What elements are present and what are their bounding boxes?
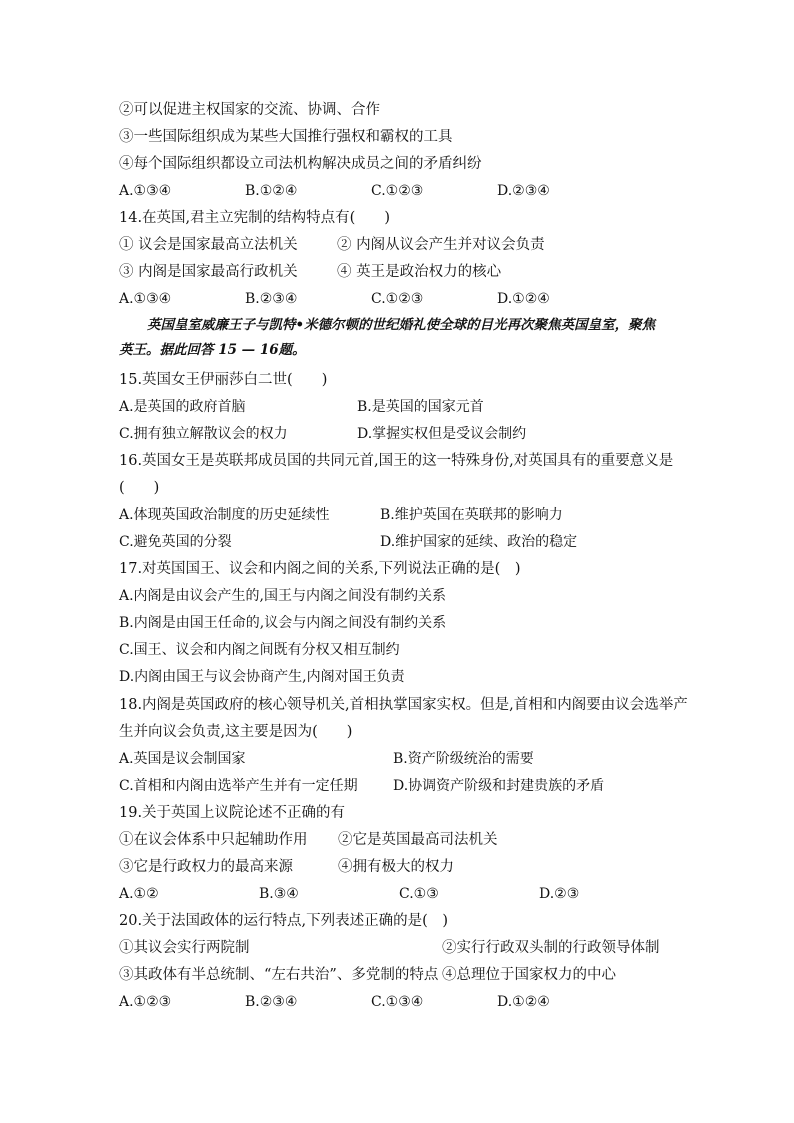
q20-statement-1: ①其议会实行两院制 <box>119 940 250 956</box>
q16-stem-continued: ( ) <box>119 480 160 496</box>
q16-option-a: A.体现英国政治制度的历史延续性 <box>119 507 330 523</box>
q13-statement-2: ②可以促进主权国家的交流、协调、合作 <box>119 102 380 118</box>
q20-statement-3: ③其政体有半总统制、“左右共治”、多党制的特点 <box>119 967 439 983</box>
q20-statement-4: ④总理位于国家权力的中心 <box>442 967 616 983</box>
q14-statement-2: ② 内阁从议会产生并对议会负责 <box>337 237 545 253</box>
q19-statement-2: ②它是英国最高司法机关 <box>338 832 498 848</box>
q15-option-a: A.是英国的政府首脑 <box>119 399 246 415</box>
q19-option-c: C.①③ <box>399 886 439 902</box>
q16-stem: 16.英国女王是英联邦成员国的共同元首,国王的这一特殊身份,对英国具有的重要意义是 <box>119 453 674 469</box>
passage-line-1: 英国皇室威廉王子与凯特•米德尔顿的世纪婚礼使全球的目光再次聚焦英国皇室，聚焦 <box>147 317 656 333</box>
q13-statement-4: ④每个国际组织都设立司法机构解决成员之间的矛盾纠纷 <box>119 156 482 172</box>
q16-option-c: C.避免英国的分裂 <box>119 534 232 550</box>
q19-option-a: A.①② <box>119 886 159 902</box>
q18-option-a: A.英国是议会制国家 <box>119 751 246 767</box>
q13-option-c: C.①②③ <box>371 183 424 199</box>
q15-option-c: C.拥有独立解散议会的权力 <box>119 426 288 442</box>
q19-statement-4: ④拥有极大的权力 <box>338 859 454 875</box>
q13-statement-3: ③一些国际组织成为某些大国推行强权和霸权的工具 <box>119 129 453 145</box>
q14-option-a: A.①③④ <box>119 291 172 307</box>
q14-stem: 14.在英国,君主立宪制的结构特点有( ) <box>119 210 390 226</box>
q17-option-c: C.国王、议会和内阁之间既有分权又相互制约 <box>119 642 400 658</box>
q16-option-b: B.维护英国在英联邦的影响力 <box>380 507 563 523</box>
q17-option-b: B.内阁是由国王任命的,议会与内阁之间没有制约关系 <box>119 615 447 631</box>
q18-option-d: D.协调资产阶级和封建贵族的矛盾 <box>393 778 605 794</box>
q13-option-d: D.②③④ <box>497 183 550 199</box>
q14-statement-1: ① 议会是国家最高立法机关 <box>119 237 298 253</box>
q17-option-d: D.内阁由国王与议会协商产生,内阁对国王负责 <box>119 669 405 685</box>
q20-statement-2: ②实行行政双头制的行政领导体制 <box>442 940 660 956</box>
q19-option-d: D.②③ <box>539 886 580 902</box>
q16-option-d: D.维护国家的延续、政治的稳定 <box>380 534 578 550</box>
q20-option-a: A.①②③ <box>119 994 172 1010</box>
q13-option-a: A.①③④ <box>119 183 172 199</box>
q14-statement-3: ③ 内阁是国家最高行政机关 <box>119 264 298 280</box>
q20-option-d: D.①②④ <box>497 994 550 1010</box>
q15-option-d: D.掌握实权但是受议会制约 <box>357 426 527 442</box>
q20-option-c: C.①③④ <box>371 994 424 1010</box>
q13-option-b: B.①②④ <box>245 183 298 199</box>
q18-stem-continued: 生并向议会负责,这主要是因为( ) <box>119 724 353 740</box>
passage-line-2: 英王。据此回答 15 — 16题。 <box>119 342 306 358</box>
q18-stem: 18.内阁是英国政府的核心领导机关,首相执掌国家实权。但是,首相和内阁要由议会选举产 <box>119 697 688 713</box>
q19-statement-1: ①在议会体系中只起辅助作用 <box>119 832 308 848</box>
q18-option-b: B.资产阶级统治的需要 <box>393 751 534 767</box>
q17-option-a: A.内阁是由议会产生的,国王与内阁之间没有制约关系 <box>119 588 447 604</box>
q19-statement-3: ③它是行政权力的最高来源 <box>119 859 293 875</box>
q17-stem: 17.对英国国王、议会和内阁之间的关系,下列说法正确的是( ) <box>119 561 521 577</box>
q18-option-c: C.首相和内阁由选举产生并有一定任期 <box>119 778 358 794</box>
q14-option-b: B.②③④ <box>245 291 298 307</box>
q15-stem: 15.英国女王伊丽莎白二世( ) <box>119 372 328 388</box>
reading-passage <box>119 313 689 363</box>
q14-statement-4: ④ 英王是政治权力的核心 <box>337 264 502 280</box>
q20-stem: 20.关于法国政体的运行特点,下列表述正确的是( ) <box>119 913 448 929</box>
q19-option-b: B.③④ <box>259 886 299 902</box>
q15-option-b: B.是英国的国家元首 <box>357 399 484 415</box>
q14-option-c: C.①②③ <box>371 291 424 307</box>
q20-option-b: B.②③④ <box>245 994 298 1010</box>
q19-stem: 19.关于英国上议院论述不正确的有 <box>119 805 346 821</box>
q14-option-d: D.①②④ <box>497 291 550 307</box>
